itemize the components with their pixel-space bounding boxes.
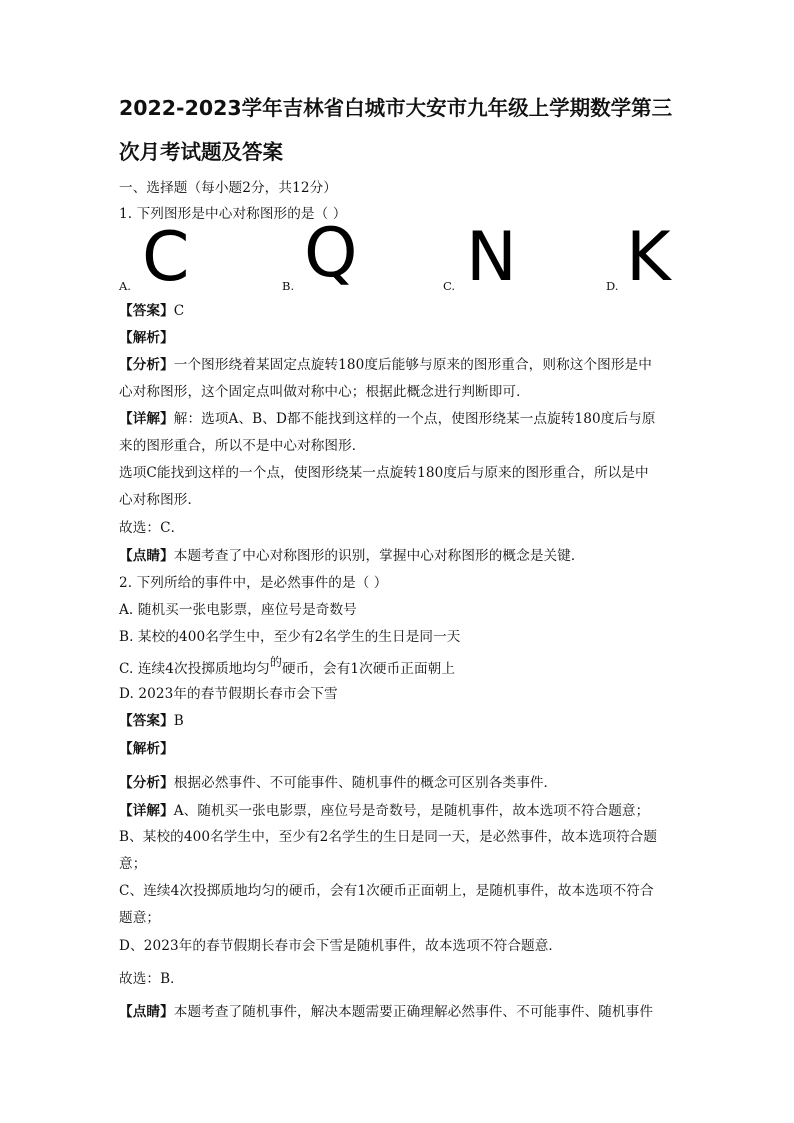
q1-option-a-label: A.: [119, 279, 131, 293]
q2-xiangjie-d: D、2023年的春节假期长春市会下雪是随机事件，故本选项不符合题意．: [119, 938, 563, 954]
q1-analysis-tag: [119, 328, 174, 348]
q1-xiangjie-line-2: 来的图形重合，所以不是中心对称图形．: [119, 438, 366, 454]
q2-dianjing: [119, 1002, 653, 1022]
q1-option-c-glyph: N: [466, 218, 517, 297]
q2-option-c: [119, 655, 456, 679]
q1-xiangjie-line-1: [119, 409, 656, 429]
q2-xiangjie-b-line-2: 意；: [119, 856, 147, 872]
q2-choose: 故选：B．: [119, 971, 184, 987]
q2-option-c-sup: 的: [269, 655, 282, 669]
q2-xiangjie-c-line-2: 题意；: [119, 910, 161, 926]
q2-analysis-tag: [119, 739, 174, 759]
q1-option-b-label: B.: [282, 279, 295, 293]
q1-answer-tag: 【答案】: [119, 303, 174, 319]
q1-xiangjie-line-4: 心对称图形．: [119, 492, 202, 508]
q1-fenxi-text-1: 一个图形绕着某固定点旋转180度后能够与原来的图形重合，则称这个图形是中: [173, 357, 652, 373]
q2-dianjing-text: 本题考查了随机事件，解决本题需要正确理解必然事件、不可能事件、随机事件: [173, 1004, 654, 1020]
q2-analysis-label: 【解析】: [119, 741, 174, 757]
q2-xiangjie-a: [119, 801, 649, 821]
q2-answer-value: B: [173, 713, 184, 729]
q1-xiangjie-tag: 【详解】: [119, 411, 174, 427]
q2-dianjing-tag: 【点睛】: [119, 1004, 174, 1020]
q1-stem: 1. 下列图形是中心对称图形的是（ ）: [119, 206, 347, 222]
q2-xiangjie-c-line-1: C、连续4次投掷质地均匀的硬币，会有1次硬币正面朝上，是随机事件，故本选项不符合: [119, 883, 654, 899]
q2-option-a: A. 随机买一张电影票，座位号是奇数号: [119, 602, 357, 618]
q1-analysis-label: 【解析】: [119, 330, 174, 346]
q2-stem: 2. 下列所给的事件中，是必然事件的是（ ）: [119, 575, 388, 591]
section-heading: 一、选择题（每小题2分，共12分）: [119, 180, 337, 196]
q1-option-a-glyph: C: [142, 218, 190, 297]
q1-option-d-label: D.: [606, 279, 619, 293]
q1-dianjing-tag: 【点睛】: [119, 548, 174, 564]
q1-dianjing-text: 本题考查了中心对称图形的识别，掌握中心对称图形的概念是关键．: [173, 548, 585, 564]
q1-answer-value: C: [173, 303, 185, 319]
q2-xiangjie-b-line-1: B、某校的400名学生中，至少有2名学生的生日是同一天，是必然事件，故本选项符合题: [119, 829, 658, 845]
q2-fenxi-tag: 【分析】: [119, 775, 174, 791]
q1-option-d-glyph: K: [626, 218, 671, 297]
q1-xiangjie-line-3: 选项C能找到这样的一个点，使图形绕某一点旋转180度后与原来的图形重合，所以是中: [119, 465, 649, 481]
q1-dianjing: [119, 546, 585, 566]
q1-choose: 故选：C．: [119, 520, 185, 536]
q2-fenxi: [119, 773, 557, 793]
q2-option-d: D. 2023年的春节假期长春市会下雪: [119, 686, 338, 702]
q1-option-b-glyph: Q: [304, 214, 358, 293]
q2-xiangjie-tag: 【详解】: [119, 803, 174, 819]
q1-xiangjie-text-1: 解：选项A、B、D都不能找到这样的一个点，使图形绕某一点旋转180度后与原: [173, 411, 656, 427]
q1-fenxi-line-1: [119, 355, 652, 375]
q1-fenxi-tag: 【分析】: [119, 357, 174, 373]
q1-option-c-label: C.: [443, 279, 456, 293]
q2-answer: [119, 711, 184, 731]
q2-option-c-pre: C. 连续4次投掷质地均匀: [119, 661, 270, 677]
document-title-line-2: 次月考试题及答案: [119, 140, 283, 164]
q2-answer-tag: 【答案】: [119, 713, 174, 729]
q2-fenxi-text: 根据必然事件、不可能事件、随机事件的概念可区别各类事件．: [173, 775, 558, 791]
q2-option-c-post: 硬币，会有1次硬币正面朝上: [281, 661, 456, 677]
q2-option-b: B. 某校的400名学生中，至少有2名学生的生日是同一天: [119, 629, 461, 645]
document-title-line-1: 2022-2023学年吉林省白城市大安市九年级上学期数学第三: [119, 96, 673, 120]
q1-fenxi-line-2: 心对称图形，这个固定点叫做对称中心；根据此概念进行判断即可．: [119, 384, 530, 400]
q1-answer: [119, 301, 184, 321]
q2-xiangjie-a-text: A、随机买一张电影票，座位号是奇数号，是随机事件，故本选项不符合题意；: [173, 803, 650, 819]
